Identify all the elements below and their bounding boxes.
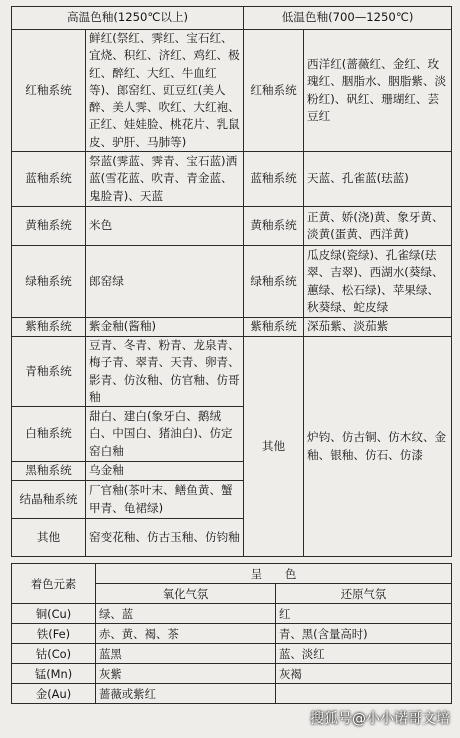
- table-row: [12, 337, 452, 407]
- low-items-cell: 正黄、娇(浇)黄、象牙黄、淡黄(蛋黄、西洋黄): [304, 207, 452, 246]
- reducing-cell: 青、黑(含量高时): [276, 624, 452, 644]
- low-items-cell: 天蓝、孔雀蓝(珐蓝): [304, 152, 452, 207]
- high-items-cell: 窑变花釉、仿古玉釉、仿钧釉: [86, 519, 244, 557]
- low-system-cell: 绿釉系统: [244, 246, 304, 318]
- high-system-cell: 结晶釉系统: [12, 481, 86, 519]
- reducing-cell: [276, 684, 452, 704]
- high-items-cell: 紫金釉(酱釉): [86, 318, 244, 337]
- oxidizing-cell: 赤、黄、褐、茶: [96, 624, 276, 644]
- oxidizing-cell: 蓝黑: [96, 644, 276, 664]
- element-cell: 铜(Cu): [12, 604, 96, 624]
- element-table: [11, 563, 452, 704]
- oxidizing-cell: 绿、蓝: [96, 604, 276, 624]
- reducing-cell: 灰褐: [276, 664, 452, 684]
- oxidizing-cell: 灰紫: [96, 664, 276, 684]
- low-system-cell: 蓝釉系统: [244, 152, 304, 207]
- low-system-cell: 黄釉系统: [244, 207, 304, 246]
- glaze-table: [11, 6, 452, 557]
- table-row: [12, 152, 452, 207]
- high-items-cell: 甜白、建白(象牙白、鹅绒白、中国白、猪油白)、仿定窑白釉: [86, 407, 244, 462]
- low-temp-header: 低温色釉(700—1250℃): [244, 7, 452, 30]
- high-items-cell: 米色: [86, 207, 244, 246]
- high-items-cell: 厂官釉(茶叶末、鳝鱼黄、蟹甲青、龟裙绿): [86, 481, 244, 519]
- oxidizing-cell: 蔷薇或紫红: [96, 684, 276, 704]
- low-items-cell: 炉钧、仿古铜、仿木纹、金釉、银釉、仿石、仿漆: [304, 337, 452, 557]
- glaze-header-row: [12, 7, 452, 30]
- table-row: [12, 624, 452, 644]
- low-system-cell: 紫釉系统: [244, 318, 304, 337]
- element-cell: 钴(Co): [12, 644, 96, 664]
- high-system-cell: 黑釉系统: [12, 462, 86, 481]
- table-row: [12, 604, 452, 624]
- high-items-cell: 鲜红(祭红、霁红、宝石红、宜烧、积红、济红、鸡红、极红、醉红、大红、牛血红等)、郎窑红、豇豆红(美人醉、美人霁、吹红、大红袍、正红、娃娃脸、桃花片、乳鼠皮、驴肝、马肺等): [86, 30, 244, 152]
- low-items-cell: 瓜皮绿(瓷绿)、孔雀绿(珐翠、吉翠)、西湖水(葵绿、蕙绿、松石绿)、苹果绿、秋葵绿、蛇皮绿: [304, 246, 452, 318]
- high-system-cell: 青釉系统: [12, 337, 86, 407]
- high-items-cell: 乌金釉: [86, 462, 244, 481]
- element-cell: 锰(Mn): [12, 664, 96, 684]
- low-system-cell: 红釉系统: [244, 30, 304, 152]
- high-system-cell: 绿釉系统: [12, 246, 86, 318]
- table-row: [12, 684, 452, 704]
- high-items-cell: 郎窑绿: [86, 246, 244, 318]
- element-cell: 铁(Fe): [12, 624, 96, 644]
- table-row: [12, 246, 452, 318]
- high-system-cell: 红釉系统: [12, 30, 86, 152]
- high-items-cell: 祭蓝(霁蓝、霁青、宝石蓝)洒蓝(雪花蓝、吹青、青金蓝、鬼脸青)、天蓝: [86, 152, 244, 207]
- watermark: 搜狐号@小小诺哥文培: [310, 711, 450, 727]
- high-system-cell: 黄釉系统: [12, 207, 86, 246]
- reducing-header: 还原气氛: [276, 584, 452, 604]
- element-cell: 金(Au): [12, 684, 96, 704]
- high-temp-header: 高温色釉(1250℃以上): [12, 7, 244, 30]
- low-items-cell: 深茄紫、淡茄紫: [304, 318, 452, 337]
- reducing-cell: 蓝、淡红: [276, 644, 452, 664]
- color-header: 呈 色: [96, 564, 452, 584]
- low-system-cell: 其他: [244, 337, 304, 557]
- table-row: [12, 664, 452, 684]
- high-items-cell: 豆青、冬青、粉青、龙泉青、梅子青、翠青、天青、卵青、影青、仿汝釉、仿官釉、仿哥釉: [86, 337, 244, 407]
- oxidizing-header: 氧化气氛: [96, 584, 276, 604]
- element-header: 着色元素: [12, 564, 96, 604]
- table-row: [12, 207, 452, 246]
- high-system-cell: 其他: [12, 519, 86, 557]
- table-row: [12, 644, 452, 664]
- table-row: [12, 318, 452, 337]
- low-items-cell: 西洋红(蔷薇红、金红、玫瑰红、胭脂水、胭脂紫、淡粉红)、矾红、珊瑚红、芸豆红: [304, 30, 452, 152]
- high-system-cell: 紫釉系统: [12, 318, 86, 337]
- table-row: [12, 30, 452, 152]
- element-header-row: [12, 564, 452, 584]
- high-system-cell: 白釉系统: [12, 407, 86, 462]
- high-system-cell: 蓝釉系统: [12, 152, 86, 207]
- reducing-cell: 红: [276, 604, 452, 624]
